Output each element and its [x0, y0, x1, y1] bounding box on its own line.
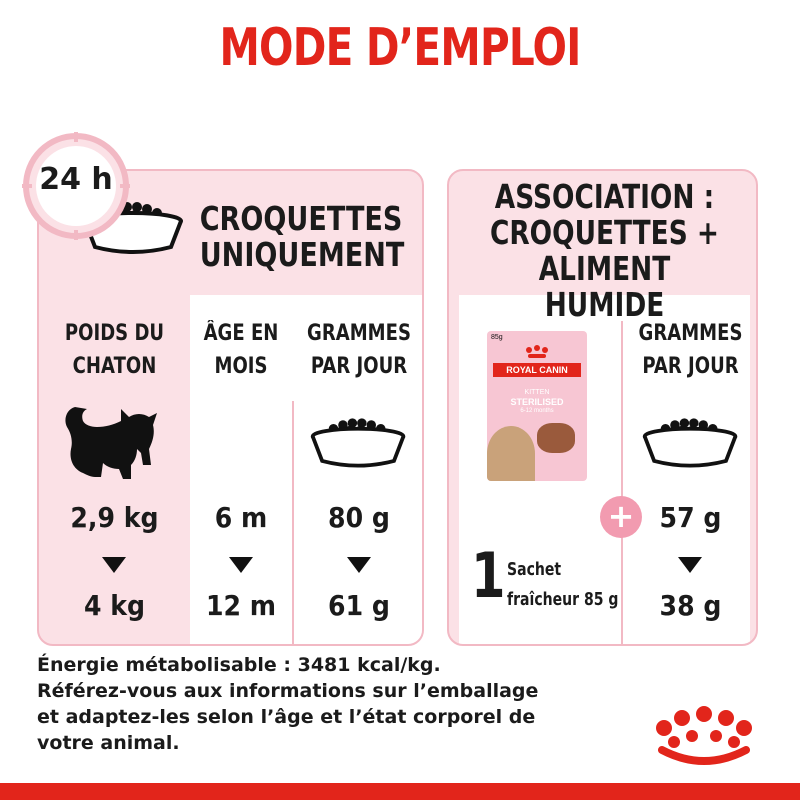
plus-icon: +	[600, 496, 642, 538]
pouch-food-bowl	[537, 423, 575, 453]
sachet-label: Sachet fraîcheur 85 g	[507, 559, 619, 610]
column-header-grams: GRAMMES PAR JOUR	[638, 321, 743, 379]
kitten-silhouette-icon	[61, 397, 171, 482]
column-header-grams: GRAMMES PAR JOUR	[307, 321, 411, 379]
grams-end: 61 g	[328, 589, 390, 622]
pouch-brand: ROYAL CANIN	[493, 363, 581, 377]
kitten-weight-end: 4 kg	[83, 589, 146, 622]
energy-and-advice-note: Énergie métabolisable : 3481 kcal/kg. Référez-vous aux informations sur l’emballage et adaptez-les selon l’âge et l’état corporel de votre animal.	[37, 654, 539, 754]
mixed-feeding-panel	[447, 169, 758, 646]
grams-start: 80 g	[328, 501, 390, 534]
down-arrow-icon	[102, 557, 126, 573]
wet-grams-start: 57 g	[659, 501, 722, 534]
page-title: MODE D’EMPLOI	[219, 18, 581, 78]
royal-canin-crown-logo	[652, 706, 764, 770]
age-start: 6 m	[214, 501, 268, 534]
mixed-heading-line3: ALIMENT HUMIDE	[538, 249, 671, 324]
brand-footer-bar	[0, 783, 800, 800]
mixed-heading-line2: CROQUETTES +	[489, 213, 720, 252]
down-arrow-icon	[347, 557, 371, 573]
pouch-kitten-photo	[487, 426, 535, 481]
dry-heading-line1: CROQUETTES	[199, 199, 403, 238]
clock-label: 24 h	[39, 162, 113, 197]
kitten-weight-start: 2,9 kg	[70, 501, 159, 534]
royal-canin-crown-logo	[525, 345, 549, 359]
down-arrow-icon	[229, 557, 253, 573]
food-bowl-icon	[307, 415, 411, 469]
dry-heading-line2: UNIQUEMENT	[199, 235, 405, 274]
sachet-count: 1	[471, 539, 506, 612]
down-arrow-icon	[678, 557, 702, 573]
age-end: 12 m	[205, 589, 277, 622]
mixed-heading-line1: ASSOCIATION :	[494, 177, 715, 216]
column-header-age: ÂGE EN MOIS	[203, 321, 279, 379]
column-divider	[292, 401, 294, 646]
wet-food-pouch: 85g ROYAL CANIN KITTEN STERILISED 6-12 months	[487, 331, 587, 481]
food-bowl-icon	[639, 415, 743, 469]
wet-grams-end: 38 g	[659, 589, 722, 622]
column-header-weight: POIDS DU CHATON	[64, 321, 165, 379]
